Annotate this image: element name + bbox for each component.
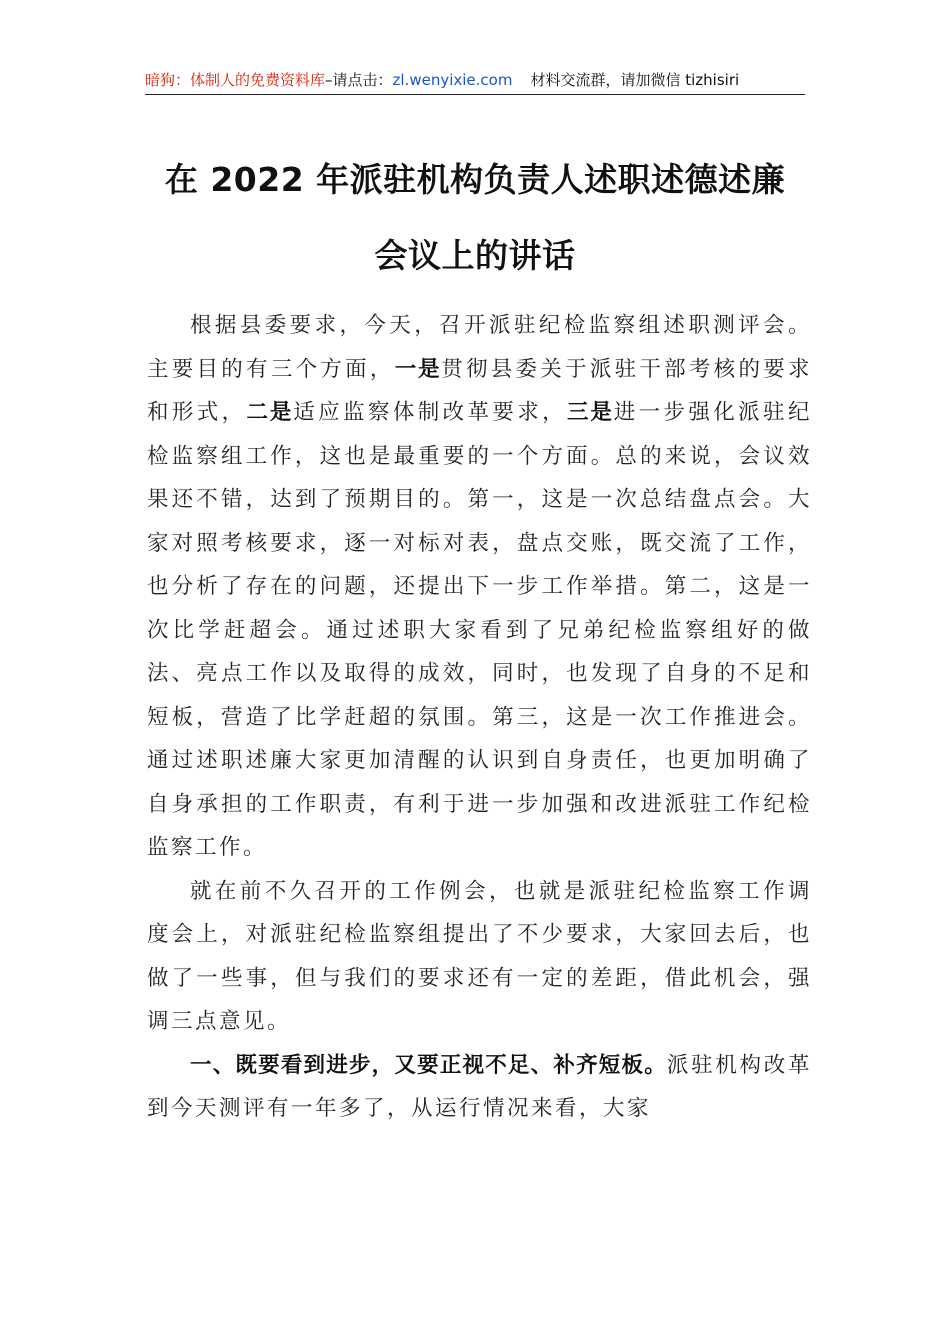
paragraph-1: [147, 304, 812, 870]
bold-keyword: 二是: [246, 400, 294, 425]
bold-keyword: 一是: [394, 356, 442, 382]
document-title-line-2: 会议上的讲话: [374, 236, 576, 275]
document-title-line-1: 在 2022 年派驻机构负责人述职述德述廉: [164, 160, 786, 199]
header-site-name: 暗狗：体制人的免费资料库: [145, 71, 326, 89]
header-url-link[interactable]: zl.wenyixie.com: [392, 71, 513, 89]
paragraph-text: 派驻机构改革到今天测评有一年多了，从运行情况来看，大家: [147, 1052, 812, 1121]
header-wechat-note: 材料交流群，请加微信 tizhisiri: [530, 71, 740, 89]
paragraph-text: 贯彻县委关于派驻干部考核的要求和形式，: [147, 356, 812, 425]
document-body: [147, 304, 812, 1131]
section-heading: 一、既要看到进步，又要正视不足、补齐短板。: [190, 1052, 667, 1078]
page-header: [145, 66, 805, 95]
paragraph-text: 适应监察体制改革要求，: [293, 400, 567, 425]
bold-keyword: 三是: [567, 400, 614, 425]
paragraph-text: 根据县委要求，今天，召开派驻纪检监察组述职测评会。主要目的有三个方面，: [147, 313, 812, 382]
paragraph-3: [147, 1044, 812, 1131]
paragraph-2: 就在前不久召开的工作例会，也就是派驻纪检监察工作调度会上，对派驻纪检监察组提出了不少要求，大家回去后，也做了一些事，但与我们的要求还有一定的差距，借此机会，强调三点意见。: [147, 878, 812, 1034]
paragraph-text: 进一步强化派驻纪检监察组工作，这也是最重要的一个方面。总的来说，会议效果还不错，达到了预期目的。第一，这是一次总结盘点会。大家对照考核要求，逐一对标对表，盘点交账，既交流了工作，也分析了存在的问题，还提出下一步工作举措。第二，这是一次比学赶超会。通过述职大家看到了兄弟纪检监察组好的做法、亮点工作以及取得的成效，同时，也发现了自身的不足和短板，营造了比学赶超的氛围。第三，这是一次工作推进会。通过述职述廉大家更加清醒的认识到自身责任，也更加明确了自身承担的工作职责，有利于进一步加强和改进派驻工作纪检监察工作。: [147, 400, 812, 860]
header-click-prompt: –请点击：: [325, 71, 393, 89]
